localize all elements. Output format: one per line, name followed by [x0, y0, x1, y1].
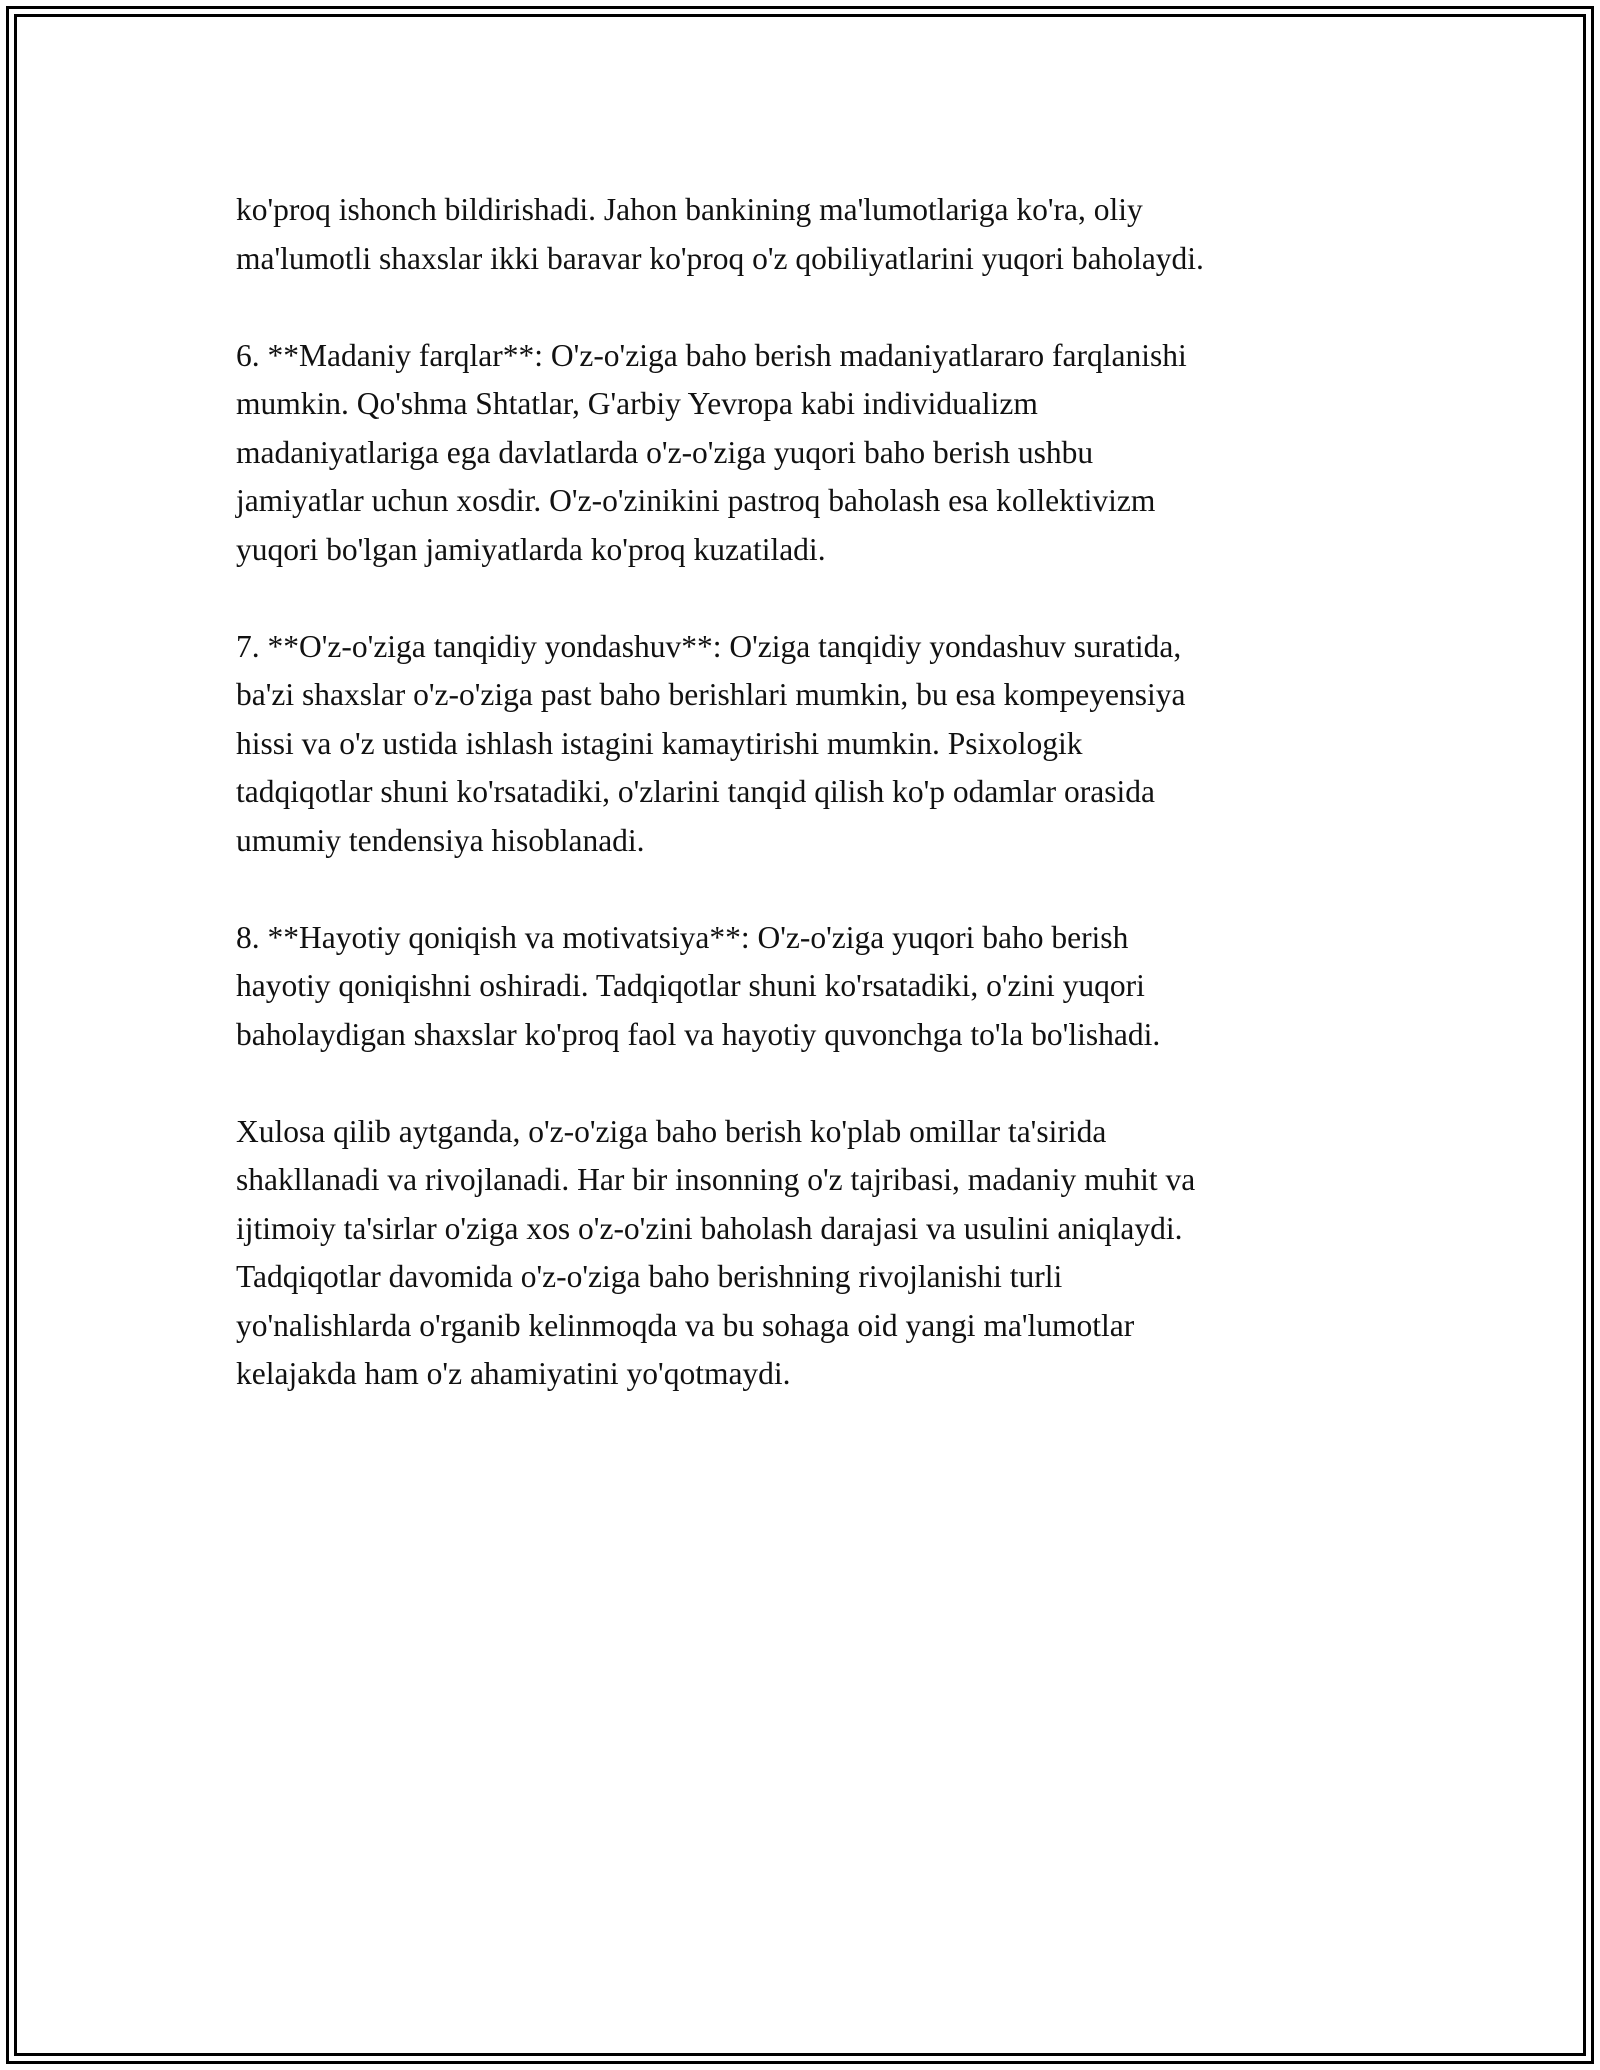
text-line: 7. **O'z-o'ziga tanqidiy yondashuv**: O'ziga tanqidiy yondashuv suratida,	[236, 628, 1182, 664]
text-line: madaniyatlariga ega davlatlarda o'z-o'ziga yuqori baho berish ushbu	[236, 434, 1094, 470]
text-line: shakllanadi va rivojlanadi. Har bir insonning o'z tajribasi, madaniy muhit va	[236, 1162, 1196, 1197]
text-line: kelajakda ham o'z ahamiyatini yo'qotmaydi.	[236, 1356, 791, 1391]
text-line: baholaydigan shaxslar ko'proq faol va hayotiy quvonchga to'la bo'lishadi.	[236, 1016, 1161, 1052]
text-line: umumiy tendensiya hisoblanadi.	[236, 822, 645, 858]
text-line: ma'lumotli shaxslar ikki baravar ko'proq o'z qobiliyatlarini yuqori baholaydi.	[236, 240, 1204, 276]
text-line: ko'proq ishonch bildirishadi. Jahon bankining ma'lumotlariga ko'ra, oliy	[236, 192, 1143, 227]
text-line: Tadqiqotlar davomida o'z-o'ziga baho berishning rivojlanishi turli	[236, 1259, 1063, 1294]
text-line: ba'zi shaxslar o'z-o'ziga past baho berishlari mumkin, bu esa kompeyensiya	[236, 677, 1186, 712]
text-line: ijtimoiy ta'sirlar o'ziga xos o'z-o'zini baholash darajasi va usulini aniqlaydi.	[236, 1210, 1183, 1246]
paragraph-conclusion	[236, 1108, 1406, 1399]
paragraph-item-8	[236, 914, 1406, 1060]
text-line: Xulosa qilib aytganda, o'z-o'ziga baho berish ko'plab omillar ta'sirida	[236, 1113, 1107, 1149]
text-line: jamiyatlar uchun xosdir. O'z-o'zinikini pastroq baholash esa kollektivizm	[236, 483, 1156, 518]
text-line: hissi va o'z ustida ishlash istagini kamaytirishi mumkin. Psixologik	[236, 725, 1083, 761]
document-body	[236, 186, 1406, 1447]
text-line: 8. **Hayotiy qoniqish va motivatsiya**: O'z-o'ziga yuqori baho berish	[236, 919, 1129, 955]
text-line: hayotiy qoniqishni oshiradi. Tadqiqotlar shuni ko'rsatadiki, o'zini yuqori	[236, 968, 1145, 1003]
text-line: tadqiqotlar shuni ko'rsatadiki, o'zlarini tanqid qilish ko'p odamlar orasida	[236, 774, 1155, 809]
text-line: yo'nalishlarda o'rganib kelinmoqda va bu sohaga oid yangi ma'lumotlar	[236, 1307, 1135, 1343]
paragraph-item-6	[236, 332, 1406, 575]
paragraph-item-7	[236, 623, 1406, 866]
text-line: yuqori bo'lgan jamiyatlarda ko'proq kuzatiladi.	[236, 531, 826, 567]
text-line: 6. **Madaniy farqlar**: O'z-o'ziga baho berish madaniyatlararo farqlanishi	[236, 337, 1187, 373]
paragraph-continuation	[236, 186, 1406, 283]
text-line: mumkin. Qo'shma Shtatlar, G'arbiy Yevropa kabi individualizm	[236, 386, 1038, 421]
